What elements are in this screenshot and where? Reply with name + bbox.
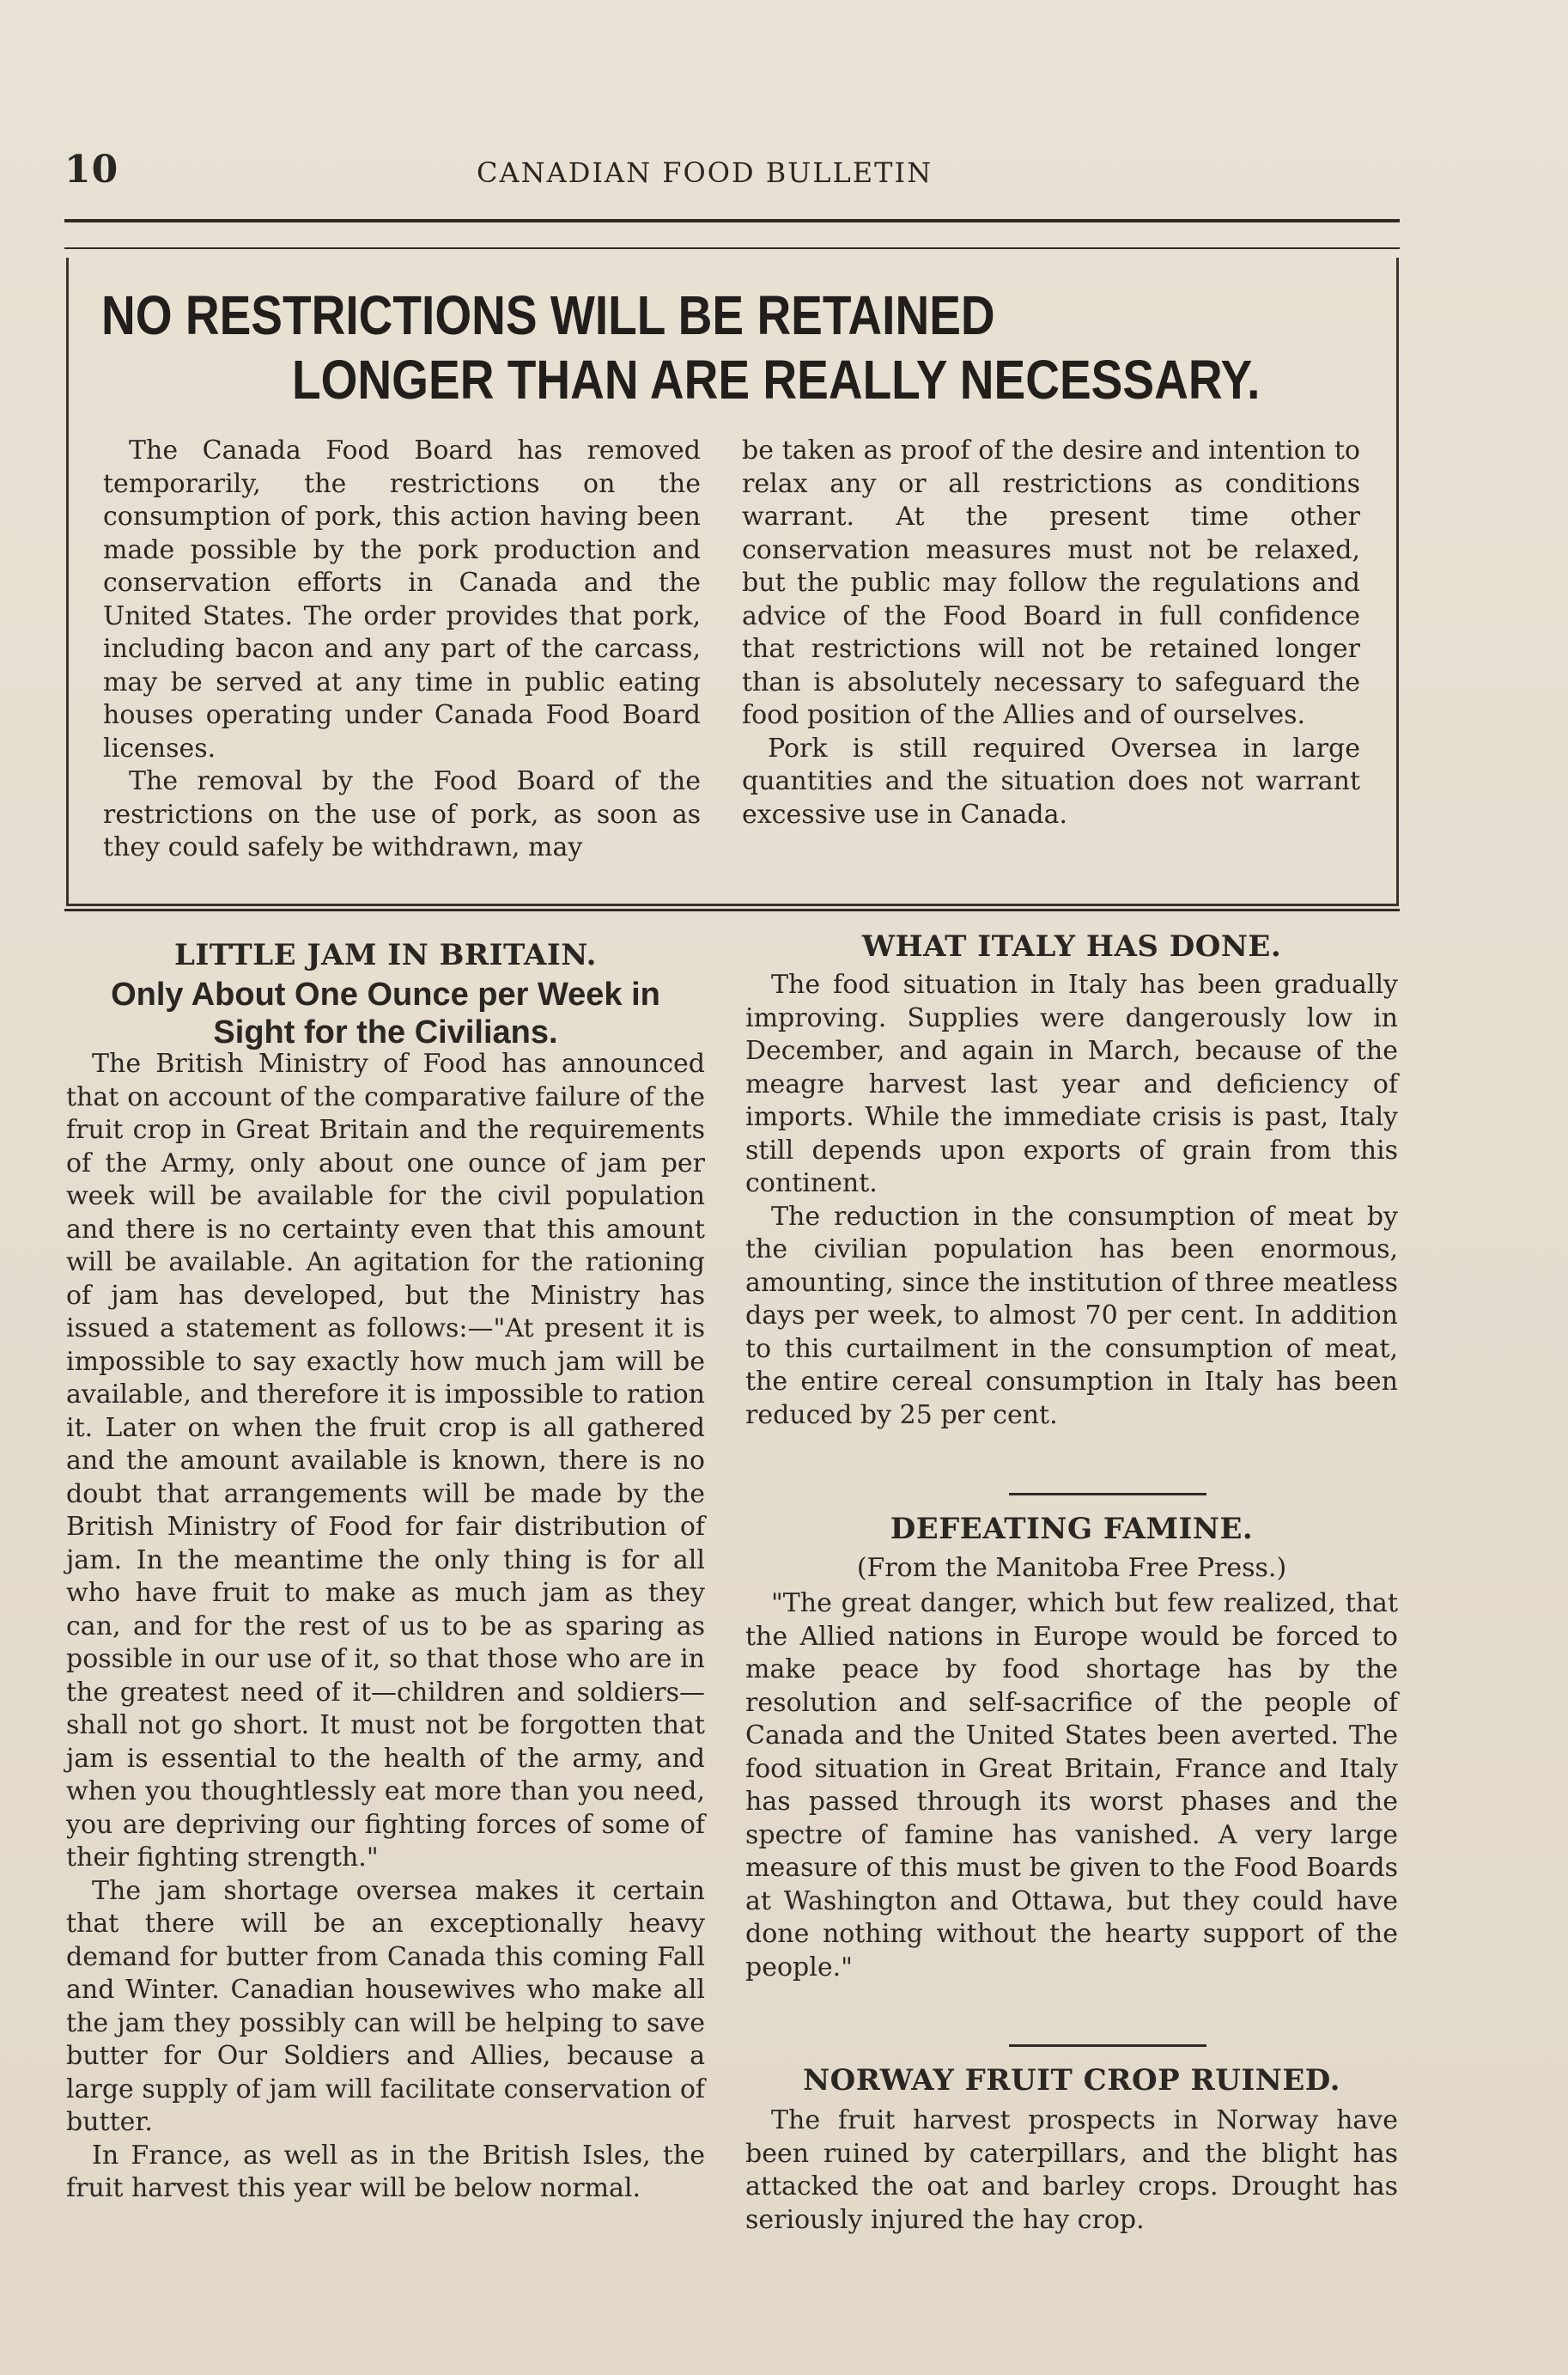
- article-divider: [1009, 2044, 1206, 2047]
- header-rule-thick: [64, 219, 1400, 222]
- famine-article-body: [745, 1587, 1398, 1984]
- notice-paragraph: be taken as proof of the desire and intention to relax any or all restrictions as conditions warrant. At the present time other conservation measures must not be relaxed, but the public may follow the regulations and advice of the Food Board in full confidence that restrictions will not be retained longer than is absolutely necessary to safeguard the food position of the Allies and of ourselves.: [742, 435, 1360, 730]
- norway-article-body: [745, 2104, 1398, 2237]
- notice-right-column: [742, 435, 1360, 831]
- notice-paragraph: Pork is still required Oversea in large quantities and the situation does not warrant excessive use in Canada.: [742, 733, 1360, 830]
- section-divider: [64, 909, 1400, 911]
- jam-article-subtitle: Only About One Ounce per Week in Sight for the Civilians.: [111, 977, 660, 1050]
- article-paragraph: The jam shortage oversea makes it certain that there will be an exceptionally heavy demand for butter from Canada this coming Fall and Winter. Canadian housewives who make all the jam they possibly can will be helping to save butter for Our Soldiers and Allies, because a large supply of jam will facilitate conservation of butter.: [66, 1875, 705, 2137]
- notice-title-line1: NO RESTRICTIONS WILL BE RETAINED: [101, 284, 995, 346]
- running-title: CANADIAN FOOD BULLETIN: [477, 156, 933, 189]
- famine-article-credit: (From the Manitoba Free Press.): [856, 1553, 1287, 1583]
- header-rule-thin: [64, 247, 1400, 249]
- page-number: 10: [64, 148, 119, 192]
- article-paragraph: The fruit harvest prospects in Norway have been ruined by caterpillars, and the blight has attacked the oat and barley crops. Drought has seriously injured the hay crop.: [745, 2105, 1398, 2235]
- article-divider: [1009, 1493, 1206, 1495]
- norway-article-title: NORWAY FRUIT CROP RUINED.: [803, 2063, 1340, 2098]
- notice-title-line2: LONGER THAN ARE REALLY NECESSARY.: [292, 349, 1261, 411]
- jam-article-title: LITTLE JAM IN BRITAIN.: [174, 938, 597, 972]
- famine-article-title: DEFEATING FAMINE.: [890, 1512, 1254, 1546]
- article-paragraph: In France, as well as in the British Isles, the fruit harvest this year will be below normal.: [66, 2140, 705, 2203]
- article-paragraph: The British Ministry of Food has announced that on account of the comparative failure of the fruit crop in Great Britain and the requirements of the Army, only about one ounce of jam per week will be available for the civil population and there is no certainty even that this amount will be available. An agitation for the rationing of jam has developed, but the Ministry has issued a statement as follows:—"At present it is impossible to say exactly how much jam will be available, and therefore it is impossible to ration it. Later on when the fruit crop is all gathered and the amount available is known, there is no doubt that arrangements will be made by the British Ministry of Food for fair distribution of jam. In the meantime the only thing is for all who have fruit to make as much jam as they can, and for the rest of us to be as sparing as possible in our use of it, so that those who are in the greatest need of it—children and soldiers—shall not go short. It must not be forgotten that jam is essential to the health of the army, and when you thoughtlessly eat more than you need, you are depriving our fighting forces of some of their fighting strength.": [66, 1049, 705, 1873]
- article-paragraph: "The great danger, which but few realized, that the Allied nations in Europe would be forced to make peace by food shortage has by the resolution and self-sacrifice of the people of Canada and the United States been averted. The food situation in Great Britain, France and Italy has passed through its worst phases and the spectre of famine has vanished. A very large measure of this must be given to the Food Boards at Washington and Ottawa, but they could have done nothing without the hearty support of the people.": [745, 1588, 1398, 1982]
- notice-left-column: [103, 435, 701, 865]
- notice-paragraph: The Canada Food Board has removed temporarily, the restrictions on the consumption of pork, this action having been made possible by the pork production and conservation efforts in Canada and the United States. The order provides that pork, including bacon and any part of the carcass, may be served at any time in public eating houses operating under Canada Food Board licenses.: [103, 435, 701, 764]
- notice-paragraph: The removal by the Food Board of the restrictions on the use of pork, as soon as they could safely be withdrawn, may: [103, 766, 701, 862]
- italy-article-body: [745, 969, 1398, 1432]
- article-paragraph: The food situation in Italy has been gradually improving. Supplies were dangerously low in December, and again in March, because of the meagre harvest last year and deficiency of imports. While the immediate crisis is past, Italy still depends upon exports of grain from this continent.: [745, 970, 1398, 1198]
- italy-article-title: WHAT ITALY HAS DONE.: [861, 929, 1282, 964]
- article-paragraph: The reduction in the consumption of meat by the civilian population has been enormous, amounting, since the institution of three meatless days per week, to almost 70 per cent. In addition to this curtailment in the consumption of meat, the entire cereal consumption in Italy has been reduced by 25 per cent.: [745, 1201, 1398, 1430]
- jam-article-body: [66, 1048, 705, 2206]
